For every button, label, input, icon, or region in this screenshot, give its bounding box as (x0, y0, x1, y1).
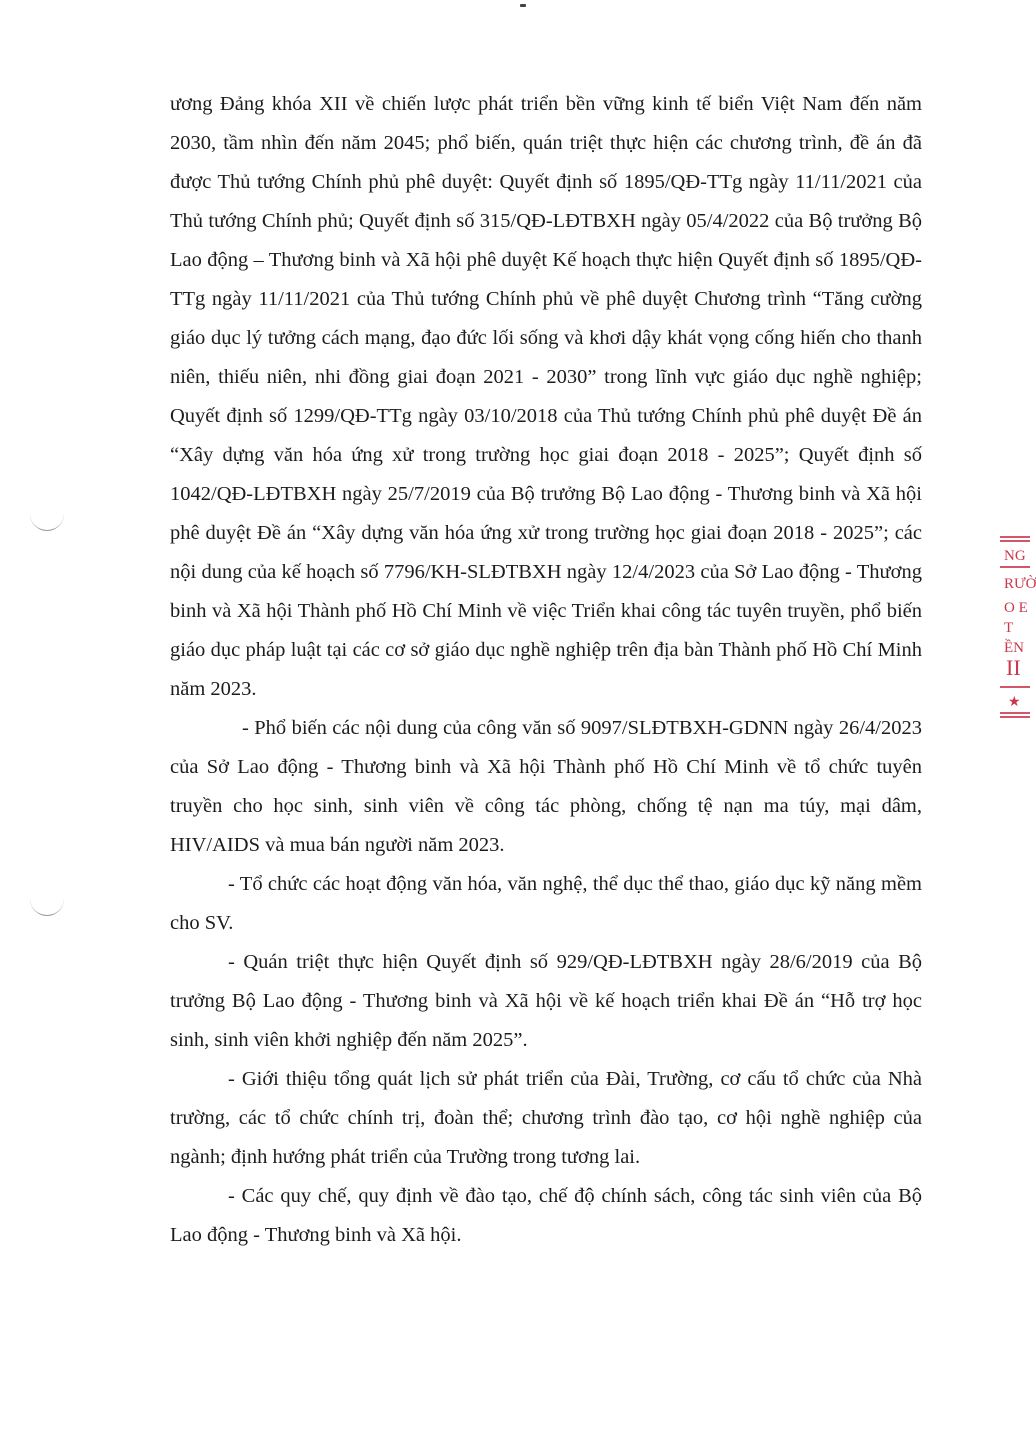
red-stamp-seal (996, 528, 1036, 724)
document-body (170, 85, 922, 1255)
seal-text: NG (1004, 548, 1026, 564)
punch-hole-mark (30, 895, 64, 916)
seal-rule (1000, 686, 1030, 688)
seal-text: O E (1004, 600, 1028, 616)
seal-text: II (1006, 655, 1021, 680)
body-paragraph-bullet: - Các quy chế, quy định về đào tạo, chế độ chính sách, công tác sinh viên của Bộ Lao động - Thương binh và Xã hội. (170, 1185, 922, 1246)
scan-mark (520, 4, 526, 7)
body-paragraph-bullet: - Tổ chức các hoạt động văn hóa, văn nghệ, thể dục thể thao, giáo dục kỹ năng mềm cho SV. (170, 873, 922, 934)
body-paragraph-continuation: ương Đảng khóa XII về chiến lược phát triển bền vững kinh tế biển Việt Nam đến năm 2030, tầm nhìn đến năm 2045; phổ biến, quán triệt thực hiện các chương trình, đề án đã được Thủ tướng Chính phủ phê duyệt: Quyết định số 1895/QĐ-TTg ngày 11/11/2021 của Thủ tướng Chính phủ; Quyết định số 315/QĐ-LĐTBXH ngày 05/4/2022 của Bộ trưởng Bộ Lao động – Thương binh và Xã hội phê duyệt Kế hoạch thực hiện Quyết định số 1895/QĐ-TTg ngày 11/11/2021 của Thủ tướng Chính phủ về phê duyệt Chương trình “Tăng cường giáo dục lý tưởng cách mạng, đạo đức lối sống và khơi dậy khát vọng cống hiến cho thanh niên, thiếu niên, nhi đồng giai đoạn 2021 - 2030” trong lĩnh vực giáo dục nghề nghiệp; Quyết định số 1299/QĐ-TTg ngày 03/10/2018 của Thủ tướng Chính phủ phê duyệt Đề án “Xây dựng văn hóa ứng xử trong trường học giai đoạn 2018 - 2025”; Quyết định số 1042/QĐ-LĐTBXH ngày 25/7/2019 của Bộ trưởng Bộ Lao động - Thương binh và Xã hội phê duyệt Đề án “Xây dựng văn hóa ứng xử trong trường học giai đoạn 2018 - 2025”; các nội dung của kế hoạch số 7796/KH-SLĐTBXH ngày 12/4/2023 của Sở Lao động - Thương binh và Xã hội Thành phố Hồ Chí Minh về việc Triển khai công tác tuyên truyền, phổ biến giáo dục pháp luật tại các cơ sở giáo dục nghề nghiệp trên địa bàn Thành phố Hồ Chí Minh năm 2023. (170, 93, 922, 700)
seal-text: ỀN (1004, 640, 1024, 656)
seal-text: RƯỜ (1004, 576, 1036, 592)
body-paragraph-bullet: - Quán triệt thực hiện Quyết định số 929/QĐ-LĐTBXH ngày 28/6/2019 của Bộ trưởng Bộ Lao động - Thương binh và Xã hội về kế hoạch triển khai Đề án “Hỗ trợ học sinh, sinh viên khởi nghiệp đến năm 2025”. (170, 951, 922, 1051)
body-paragraph-bullet: - Giới thiệu tổng quát lịch sử phát triển của Đài, Trường, cơ cấu tổ chức của Nhà trường, các tổ chức chính trị, đoàn thể; chương trình đào tạo, cơ hội nghề nghiệp của ngành; định hướng phát triển của Trường trong tương lai. (170, 1068, 922, 1168)
punch-hole-mark (30, 510, 64, 531)
seal-rule (1000, 540, 1030, 542)
seal-rule (1000, 536, 1030, 538)
seal-rule (1000, 566, 1030, 568)
seal-rule (1000, 716, 1030, 718)
seal-text: T (1004, 620, 1014, 636)
seal-rule (1000, 712, 1030, 714)
star-icon: ★ (1008, 695, 1021, 710)
body-paragraph-bullet: - Phổ biến các nội dung của công văn số 9097/SLĐTBXH-GDNN ngày 26/4/2023 của Sở Lao động - Thương binh và Xã hội Thành phố Hồ Chí Minh về tổ chức tuyên truyền cho học sinh, sinh viên về công tác phòng, chống tệ nạn ma túy, mại dâm, HIV/AIDS và mua bán người năm 2023. (170, 717, 922, 856)
